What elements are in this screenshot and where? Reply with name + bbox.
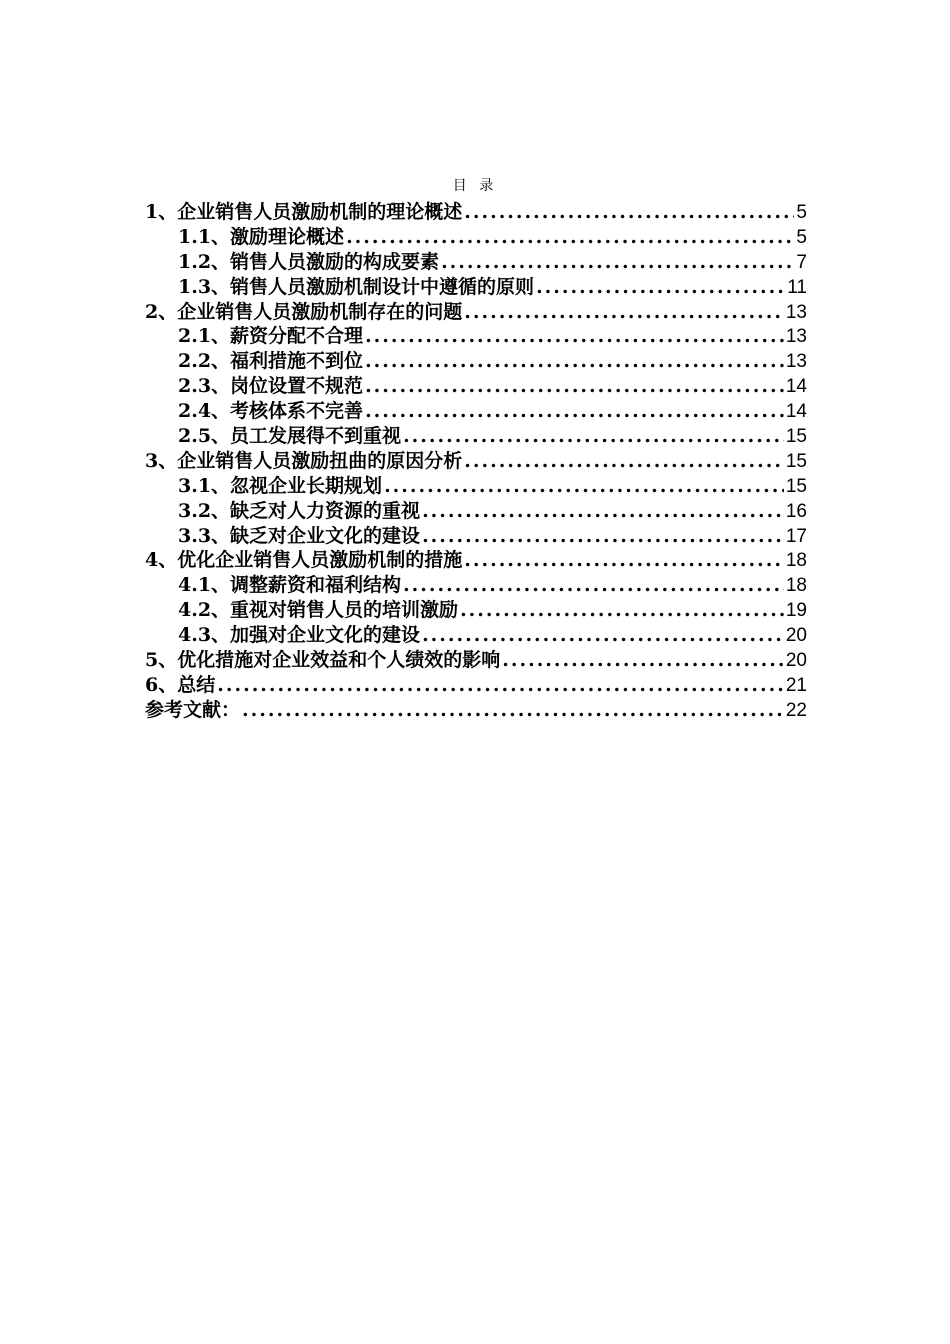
toc-leader-dots — [422, 623, 784, 648]
toc-entry-page: 18 — [785, 550, 807, 572]
toc-entry[interactable] — [145, 275, 807, 300]
toc-leader-dots — [403, 424, 784, 449]
toc-entry-text: 2.1、薪资分配不合理 — [178, 325, 364, 348]
toc-entry[interactable] — [145, 324, 807, 349]
toc-entry-page: 7 — [796, 251, 807, 273]
toc-entry-text: 2.4、考核体系不完善 — [178, 400, 364, 423]
toc-entry[interactable] — [145, 598, 807, 623]
toc-entry-text: 1.1、激励理论概述 — [178, 225, 345, 248]
toc-leader-dots — [464, 300, 784, 325]
toc-entry-text: 6、总结 — [145, 673, 216, 696]
toc-entry-text: 3.3、缺乏对企业文化的建设 — [178, 524, 421, 547]
toc-entry[interactable] — [145, 200, 807, 225]
toc-leader-dots — [217, 673, 784, 698]
toc-entry-text: 4.3、加强对企业文化的建设 — [178, 624, 421, 647]
toc-leader-dots — [460, 598, 784, 623]
toc-entry-text: 3.2、缺乏对人力资源的重视 — [178, 499, 421, 522]
toc-entry-page: 16 — [785, 500, 807, 522]
toc-entry-text: 4.2、重视对销售人员的培训激励 — [178, 599, 459, 622]
toc-entry-text: 4、优化企业销售人员激励机制的措施 — [145, 549, 463, 572]
toc-leader-dots — [441, 250, 794, 275]
toc-entry-page: 22 — [785, 699, 807, 721]
toc-entry[interactable] — [145, 225, 807, 250]
toc-entry[interactable] — [145, 300, 807, 325]
toc-leader-dots — [365, 399, 784, 424]
toc-leader-dots — [464, 449, 784, 474]
toc-entry-page: 13 — [785, 301, 807, 323]
toc-leader-dots — [365, 374, 784, 399]
toc-entry-page: 5 — [796, 202, 807, 223]
toc-entry[interactable] — [145, 374, 807, 399]
toc-leader-dots — [365, 324, 784, 349]
toc-entry-page: 11 — [787, 276, 807, 298]
toc-entry[interactable] — [145, 474, 807, 499]
toc-entry-page: 5 — [796, 226, 807, 248]
toc-leader-dots — [536, 275, 785, 300]
toc-entry-text: 3.1、忽视企业长期规划 — [178, 474, 383, 497]
toc-entry-text: 2.3、岗位设置不规范 — [178, 375, 364, 398]
toc-entry[interactable] — [145, 449, 807, 474]
toc-entry[interactable] — [145, 499, 807, 524]
toc-entry-text: 2.2、福利措施不到位 — [178, 350, 364, 373]
toc-leader-dots — [422, 524, 784, 549]
toc-entry[interactable] — [145, 573, 807, 598]
toc-entry[interactable] — [145, 399, 807, 424]
toc-leader-dots — [365, 349, 784, 374]
toc-leader-dots — [464, 200, 794, 225]
toc-entry-text: 3、企业销售人员激励扭曲的原因分析 — [145, 449, 463, 472]
toc-entry-text: 2.5、员工发展得不到重视 — [178, 425, 402, 448]
toc-entry-text: 1、企业销售人员激励机制的理论概述 — [145, 201, 463, 223]
toc-entry-page: 20 — [785, 625, 807, 647]
toc-leader-dots — [464, 548, 784, 573]
toc-entry-page: 13 — [785, 351, 807, 373]
toc-entry-page: 18 — [785, 575, 807, 597]
toc-entry-page: 15 — [785, 475, 807, 497]
toc-entry-page: 14 — [785, 401, 807, 423]
toc-entry-page: 14 — [785, 376, 807, 398]
toc-entry-text: 1.2、销售人员激励的构成要素 — [178, 250, 440, 273]
toc-entry[interactable] — [145, 349, 807, 374]
toc-entry-page: 15 — [785, 450, 807, 472]
toc-entry[interactable] — [145, 623, 807, 648]
toc-entry-page: 17 — [785, 525, 807, 547]
toc-entry-page: 20 — [785, 650, 807, 672]
toc-entry-page: 15 — [785, 426, 807, 448]
toc-entry-page: 21 — [785, 674, 807, 696]
toc-leader-dots — [242, 698, 784, 723]
toc-leader-dots — [403, 573, 784, 598]
toc-entry[interactable] — [145, 424, 807, 449]
toc-entry-text: 5、优化措施对企业效益和个人绩效的影响 — [145, 649, 501, 672]
toc-entry[interactable] — [145, 648, 807, 673]
toc-entry[interactable] — [145, 524, 807, 549]
toc-leader-dots — [346, 225, 794, 250]
toc-entry-text: 参考文献： — [145, 698, 241, 721]
toc-leader-dots — [422, 499, 784, 524]
toc-entry[interactable] — [145, 250, 807, 275]
toc-entry-page: 19 — [785, 600, 807, 622]
toc-leader-dots — [384, 474, 784, 499]
toc-entry[interactable] — [145, 698, 807, 723]
table-of-contents — [145, 200, 807, 723]
toc-entry[interactable] — [145, 673, 807, 698]
toc-entry-text: 4.1、调整薪资和福利结构 — [178, 574, 402, 597]
toc-leader-dots — [502, 648, 784, 673]
toc-entry-page: 13 — [785, 326, 807, 348]
toc-entry[interactable] — [145, 548, 807, 573]
toc-title: 目 录 — [452, 178, 498, 194]
toc-entry-text: 2、企业销售人员激励机制存在的问题 — [145, 300, 463, 323]
toc-entry-text: 1.3、销售人员激励机制设计中遵循的原则 — [178, 275, 535, 298]
